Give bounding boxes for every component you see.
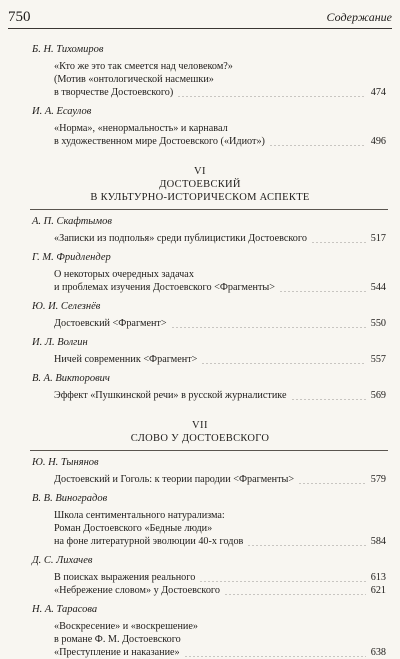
toc-entry-line xyxy=(54,232,386,245)
page-ref: 613 xyxy=(370,572,386,583)
entry-title-text: Эффект «Пушкинской речи» в русской журналистике xyxy=(54,390,287,401)
entry-author: Ю. И. Селезнёв xyxy=(32,301,101,312)
section-6-title-line: ДОСТОЕВСКИЙ xyxy=(159,179,241,190)
toc-entry-line xyxy=(54,86,386,99)
toc-entry-line xyxy=(54,281,386,294)
section-7-rule xyxy=(30,450,388,451)
entry-author: И. А. Есаулов xyxy=(32,106,92,117)
entry-title-text: Достоевский <Фрагмент> xyxy=(54,318,167,329)
running-title: Содержание xyxy=(326,10,392,24)
entry-title-text: и проблемах изучения Достоевского <Фрагменты> xyxy=(54,282,276,293)
toc-title-line xyxy=(54,620,386,633)
entry-author: Г. М. Фридлендер xyxy=(32,252,111,263)
page-ref: 579 xyxy=(370,474,386,485)
section-7-title-line: СЛОВО У ДОСТОЕВСКОГО xyxy=(130,433,270,444)
section-6-title-line: В КУЛЬТУРНО-ИСТОРИЧЕСКОМ АСПЕКТЕ xyxy=(90,192,310,203)
toc-entry-line xyxy=(54,646,386,659)
page-number: 750 xyxy=(8,9,31,25)
section-7-numeral: VII xyxy=(191,420,209,431)
page-ref: 544 xyxy=(370,282,386,293)
entry-author: В. А. Викторович xyxy=(32,373,110,384)
section-6-numeral: VI xyxy=(193,166,207,177)
dot-leader xyxy=(171,327,366,328)
entry-title-text: Ничей современник <Фрагмент> xyxy=(54,354,198,365)
entry-title-text: «Преступление и наказание» xyxy=(54,647,180,658)
page-ref: 638 xyxy=(370,647,386,658)
page-ref: 517 xyxy=(370,233,386,244)
dot-leader xyxy=(177,96,365,97)
toc-title-line xyxy=(54,60,386,73)
entry-author: Н. А. Тарасова xyxy=(32,604,98,615)
page-ref: 584 xyxy=(370,536,386,547)
entry-title-text: «Норма», «ненормальность» и карнавал xyxy=(54,123,228,134)
page-ref: 550 xyxy=(370,318,386,329)
dot-leader xyxy=(279,291,366,292)
dot-leader xyxy=(269,145,366,146)
dot-leader xyxy=(199,581,365,582)
entry-author: А. П. Скафтымов xyxy=(32,216,112,227)
page-ref: 621 xyxy=(370,585,386,596)
page-ref: 496 xyxy=(370,136,386,147)
page-ref: 569 xyxy=(370,390,386,401)
dot-leader xyxy=(311,242,366,243)
toc-entry-line xyxy=(54,317,386,330)
toc-title-line xyxy=(54,122,386,135)
entry-title-text: «Воскресение» и «воскрешение» xyxy=(54,621,198,632)
entry-author: Б. Н. Тихомиров xyxy=(32,44,104,55)
dot-leader xyxy=(291,399,366,400)
entry-title-text: в художественном мире Достоевского («Идиот») xyxy=(54,136,265,147)
entry-author: Ю. Н. Тынянов xyxy=(32,457,99,468)
toc-entry-line xyxy=(54,535,386,548)
entry-title-text: Достоевский и Гоголь: к теории пародии <Фрагменты> xyxy=(54,474,295,485)
dot-leader xyxy=(298,483,366,484)
toc-entry-line xyxy=(54,473,386,486)
entry-title-text: на фоне литературной эволюции 40-х годов xyxy=(54,536,244,547)
dot-leader xyxy=(224,594,366,595)
toc-title-line xyxy=(54,268,386,281)
entry-author: В. В. Виноградов xyxy=(32,493,108,504)
toc-entry-line xyxy=(54,135,386,148)
entry-author: И. Л. Волгин xyxy=(32,337,88,348)
entry-title-text: (Мотив «онтологической насмешки» xyxy=(54,74,214,85)
toc-title-line xyxy=(54,73,386,86)
toc-entry-line xyxy=(54,584,386,597)
toc-entry-line xyxy=(54,571,386,584)
page-ref: 474 xyxy=(370,87,386,98)
toc-title-line xyxy=(54,522,386,535)
page-header xyxy=(8,4,392,29)
entry-title-text: «Небрежение словом» у Достоевского xyxy=(54,585,220,596)
entry-title-text: в творчестве Достоевского) xyxy=(54,87,174,98)
entry-title-text: «Кто же это так смеется над человеком?» xyxy=(54,61,233,72)
toc-title-line xyxy=(54,633,386,646)
section-6-rule xyxy=(30,209,388,210)
dot-leader xyxy=(184,656,366,657)
entry-title-text: О некоторых очередных задачах xyxy=(54,269,194,280)
entry-title-text: «Записки из подполья» среди публицистики Достоевского xyxy=(54,233,307,244)
page-ref: 557 xyxy=(370,354,386,365)
dot-leader xyxy=(201,363,365,364)
entry-title-text: Школа сентиментального натурализма: xyxy=(54,510,225,521)
toc-title-line xyxy=(54,509,386,522)
entry-title-text: Роман Достоевского «Бедные люди» xyxy=(54,523,213,534)
entry-title-text: В поисках выражения реального xyxy=(54,572,196,583)
dot-leader xyxy=(247,545,365,546)
toc-entry-line xyxy=(54,353,386,366)
entry-author: Д. С. Лихачев xyxy=(32,555,93,566)
entry-title-text: в романе Ф. М. Достоевского xyxy=(54,634,181,645)
toc-entry-line xyxy=(54,389,386,402)
